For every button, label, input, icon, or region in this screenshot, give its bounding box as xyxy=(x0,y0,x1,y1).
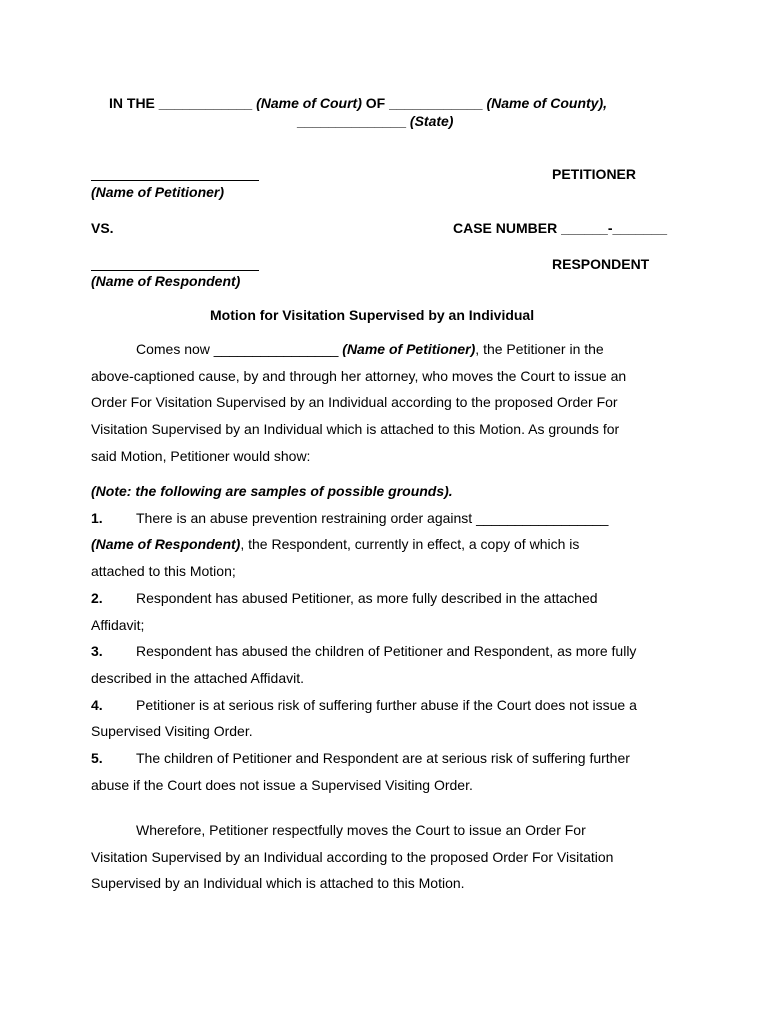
ground-text: Affidavit; xyxy=(91,616,145,633)
ground-1 xyxy=(91,505,691,532)
intro-line3: Order For Visitation Supervised by an Individual according to the proposed Order For xyxy=(91,394,618,411)
ground-number: 1. xyxy=(91,509,103,526)
state-placeholder: (State) xyxy=(409,113,454,129)
respondent-signature-line xyxy=(91,270,259,271)
court-caption-line1 xyxy=(109,95,607,111)
ground-4 xyxy=(91,692,691,719)
intro-line4: Visitation Supervised by an Individual which is attached to this Motion. As grounds for xyxy=(91,421,620,438)
ground-text: Petitioner is at serious risk of suffering further abuse if the Court does not issue a xyxy=(136,696,637,713)
case-number: CASE NUMBER ______-_______ xyxy=(453,220,667,236)
ground-respondent-placeholder: (Name of Respondent) xyxy=(91,536,241,553)
grounds-list xyxy=(91,478,691,798)
intro-petitioner-placeholder: (Name of Petitioner) xyxy=(342,341,476,357)
of-text: OF ____________ xyxy=(365,95,483,111)
respondent-name-placeholder: (Name of Respondent) xyxy=(91,273,241,289)
in-the-text: IN THE ____________ xyxy=(109,95,253,111)
ground-3 xyxy=(91,638,691,665)
ground-number: 4. xyxy=(91,696,103,713)
ground-number: 2. xyxy=(91,589,103,606)
wherefore-line3: Supervised by an Individual which is attached to this Motion. xyxy=(91,875,465,892)
ground-text: described in the attached Affidavit. xyxy=(91,669,304,686)
ground-5 xyxy=(91,745,691,772)
ground-text: There is an abuse prevention restraining order against _________________ xyxy=(136,509,609,526)
ground-text: abuse if the Court does not issue a Supervised Visiting Order. xyxy=(91,776,473,793)
ground-text: The children of Petitioner and Respondent are at serious risk of suffering further xyxy=(136,750,630,767)
petitioner-label: PETITIONER xyxy=(552,166,637,182)
wherefore-line1: Wherefore, Petitioner respectfully moves the Court to issue an Order For xyxy=(136,822,586,838)
ground-text: Respondent has abused the children of Petitioner and Respondent, as more fully xyxy=(136,643,637,660)
document-title: Motion for Visitation Supervised by an Individual xyxy=(210,307,535,323)
wherefore-line2: Visitation Supervised by an Individual according to the proposed Order For Visitation xyxy=(91,848,614,865)
versus-text: VS. xyxy=(91,220,114,236)
petitioner-signature-line xyxy=(91,180,259,181)
intro-line2: above-captioned cause, by and through her attorney, who moves the Court to issue an xyxy=(91,367,627,384)
petitioner-name-placeholder: (Name of Petitioner) xyxy=(91,184,225,200)
county-name-placeholder: (Name of County), xyxy=(486,95,607,111)
ground-text: Respondent has abused Petitioner, as more fully described in the attached xyxy=(136,589,598,606)
ground-number: 3. xyxy=(91,643,103,660)
intro-line5: said Motion, Petitioner would show: xyxy=(91,447,311,464)
note-text: (Note: the following are samples of possible grounds). xyxy=(91,483,453,499)
court-name-placeholder: (Name of Court) xyxy=(256,95,362,111)
ground-text: Supervised Visiting Order. xyxy=(91,723,253,740)
intro-line1-rest: , the Petitioner in the xyxy=(475,341,604,357)
respondent-label: RESPONDENT xyxy=(552,256,650,272)
state-blank: ______________ xyxy=(297,113,407,129)
intro-paragraph xyxy=(91,336,691,470)
court-caption-line2 xyxy=(297,113,453,129)
ground-text: , the Respondent, currently in effect, a copy of which is xyxy=(240,536,580,553)
ground-number: 5. xyxy=(91,750,103,767)
wherefore-paragraph xyxy=(91,817,691,897)
ground-text: attached to this Motion; xyxy=(91,563,236,580)
intro-lead: Comes now ________________ xyxy=(136,341,339,357)
ground-2 xyxy=(91,585,691,612)
